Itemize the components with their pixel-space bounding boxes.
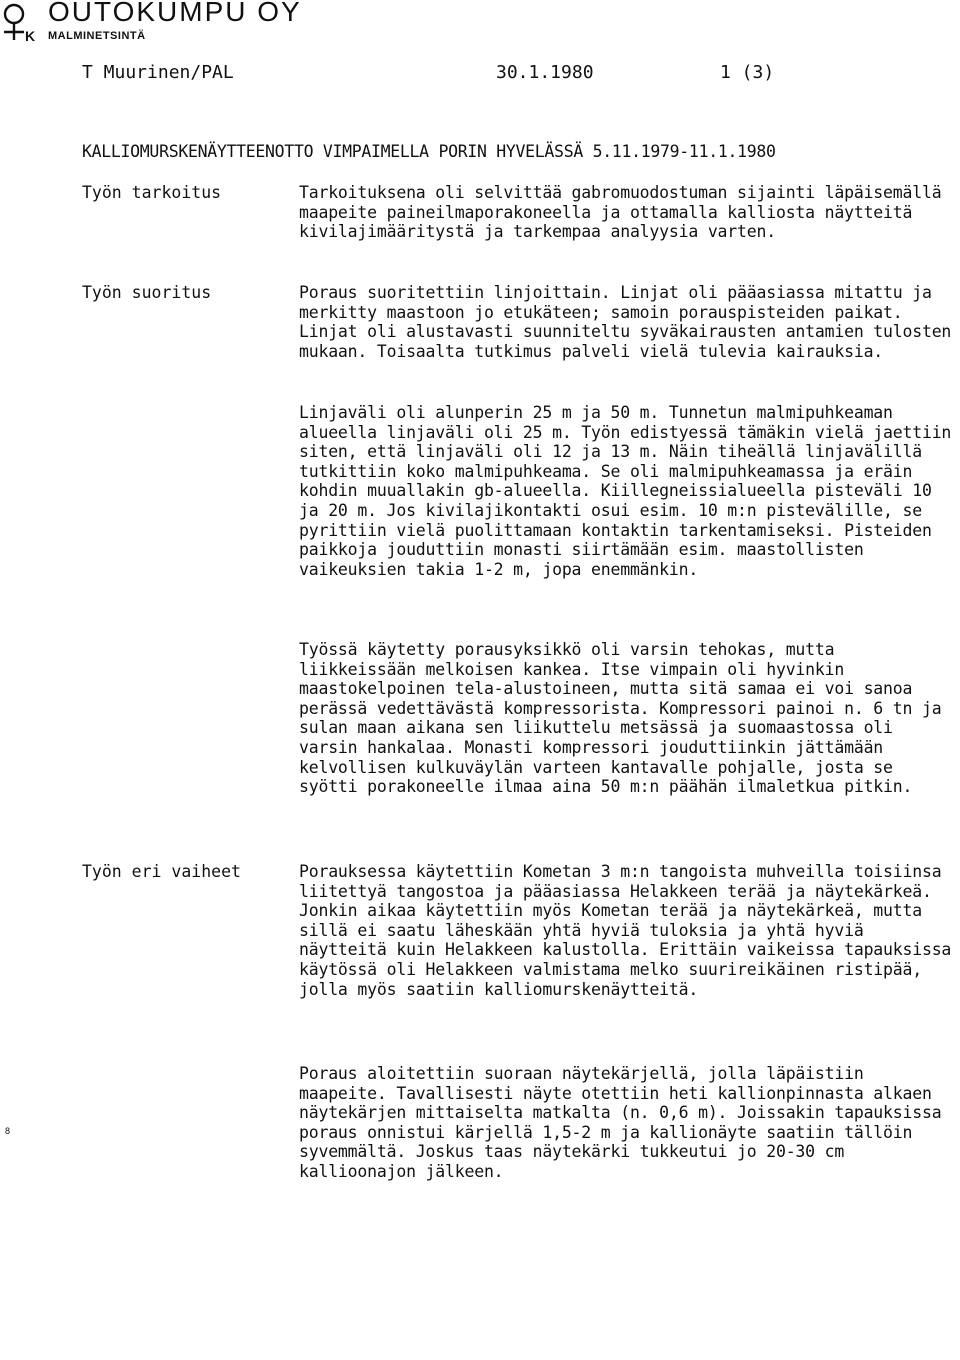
author-reference: T Muurinen/PAL <box>82 62 234 83</box>
section-label-phases: Työn eri vaiheet <box>82 862 241 881</box>
page-number: 1 (3) <box>720 62 775 83</box>
paragraph: Linjaväli oli alunperin 25 m ja 50 m. Tunnetun malmipuhkeaman alueella linjaväli oli 25 m. Työn edistyessä tämäkin vielä jaettiin siten, että linjaväli oli 12 ja 13 m. Näin tiheällä linjavälillä tutkittiin koko malmipuhkeama. Se oli malmipuhkeamassa ja eräin kohdin muuallakin gb-alueella. Kiillegneissialueella pisteväli 10 ja 20 m. Jos kivilajikontakti osui esim. 10 m:n pistevälille, se pyrittiin vielä puolittamaan kontaktin tarkentamiseksi. Pisteiden paikkoja jouduttiin monasti siirtämään esim. maastollisten vaikeuksien takia 1-2 m, jopa enemmänkin. <box>299 403 952 579</box>
section-label-purpose: Työn tarkoitus <box>82 183 222 202</box>
document-date: 30.1.1980 <box>496 62 594 83</box>
department-name: MALMINETSINTÄ <box>48 30 146 42</box>
company-logo <box>0 2 44 42</box>
company-name: OUTOKUMPU OY <box>48 0 302 27</box>
paragraph: Porauksessa käytettiin Kometan 3 m:n tangoista muhveilla toisiinsa liitettyä tangostoa ja pääasiassa Helakkeen terää ja näytekärkeä. Jonkin aikaa käytettiin myös Kometan terää ja näytekärkeä, mutta sillä ei saatu läheskään yhtä hyviä tuloksia ja yhtä hyviä näytteitä kuin Helakkeen kalustolla. Erittäin vaikeissa tapauksissa käytössä oli Helakkeen valmistama melko suurireikäinen ristipää, jolla myös saatiin kalliomurskenäytteitä. <box>299 862 952 999</box>
paragraph: Poraus aloitettiin suoraan näytekärjellä, jolla läpäistiin maapeite. Tavallisesti näyte otettiin heti kallionpinnasta alkaen näytekärjen mittaiselta matkalta (n. 0,6 m). Joissakin tapauksissa poraus onnistui kärjellä 1,5-2 m ja kallionäyte saatiin tällöin syvemmältä. Joskus taas näytekärki tukkeutui jo 20-30 cm kallioonajon jälkeen. <box>299 1064 942 1181</box>
paragraph: Työssä käytetty porausyksikkö oli varsin tehokas, mutta liikkeissään melkoisen kankea. Itse vimpain oli hyvinkin maastokelpoinen tela-alustoineen, mutta sitä samaa ei voi sanoa perässä vedettävästä kompressorista. Kompressori painoi n. 6 tn ja sulan maan aikana sen liikuttelu metsässä ja suomaastossa oli varsin hankalaa. Monasti kompressori jouduttiinkin jättämään kelvollisen kulkuväylän varteen kantavalle pohjalle, josta se syötti porakoneelle ilmaa aina 50 m:n päähän ilmaletkua pitkin. <box>299 640 942 797</box>
margin-mark: 8 <box>5 1126 11 1136</box>
section-label-execution: Työn suoritus <box>82 283 212 302</box>
paragraph: Poraus suoritettiin linjoittain. Linjat oli pääasiassa mitattu ja merkitty maastoon jo etukäteen; samoin porauspisteiden paikat. Linjat oli alustavasti suunniteltu syväkairausten antamien tulosten mukaan. Toisaalta tutkimus palveli vielä tulevia kairauksia. <box>299 283 952 361</box>
document-title: KALLIOMURSKENÄYTTEENOTTO VIMPAIMELLA PORIN HYVELÄSSÄ 5.11.1979-11.1.1980 <box>82 142 776 161</box>
paragraph: Tarkoituksena oli selvittää gabromuodostuman sijainti läpäisemällä maapeite paineilmaporakoneella ja ottamalla kalliosta näytteitä kivilajimääritystä ja tarkempaa analyysia varten. <box>299 183 942 242</box>
svg-text:K: K <box>25 28 36 42</box>
